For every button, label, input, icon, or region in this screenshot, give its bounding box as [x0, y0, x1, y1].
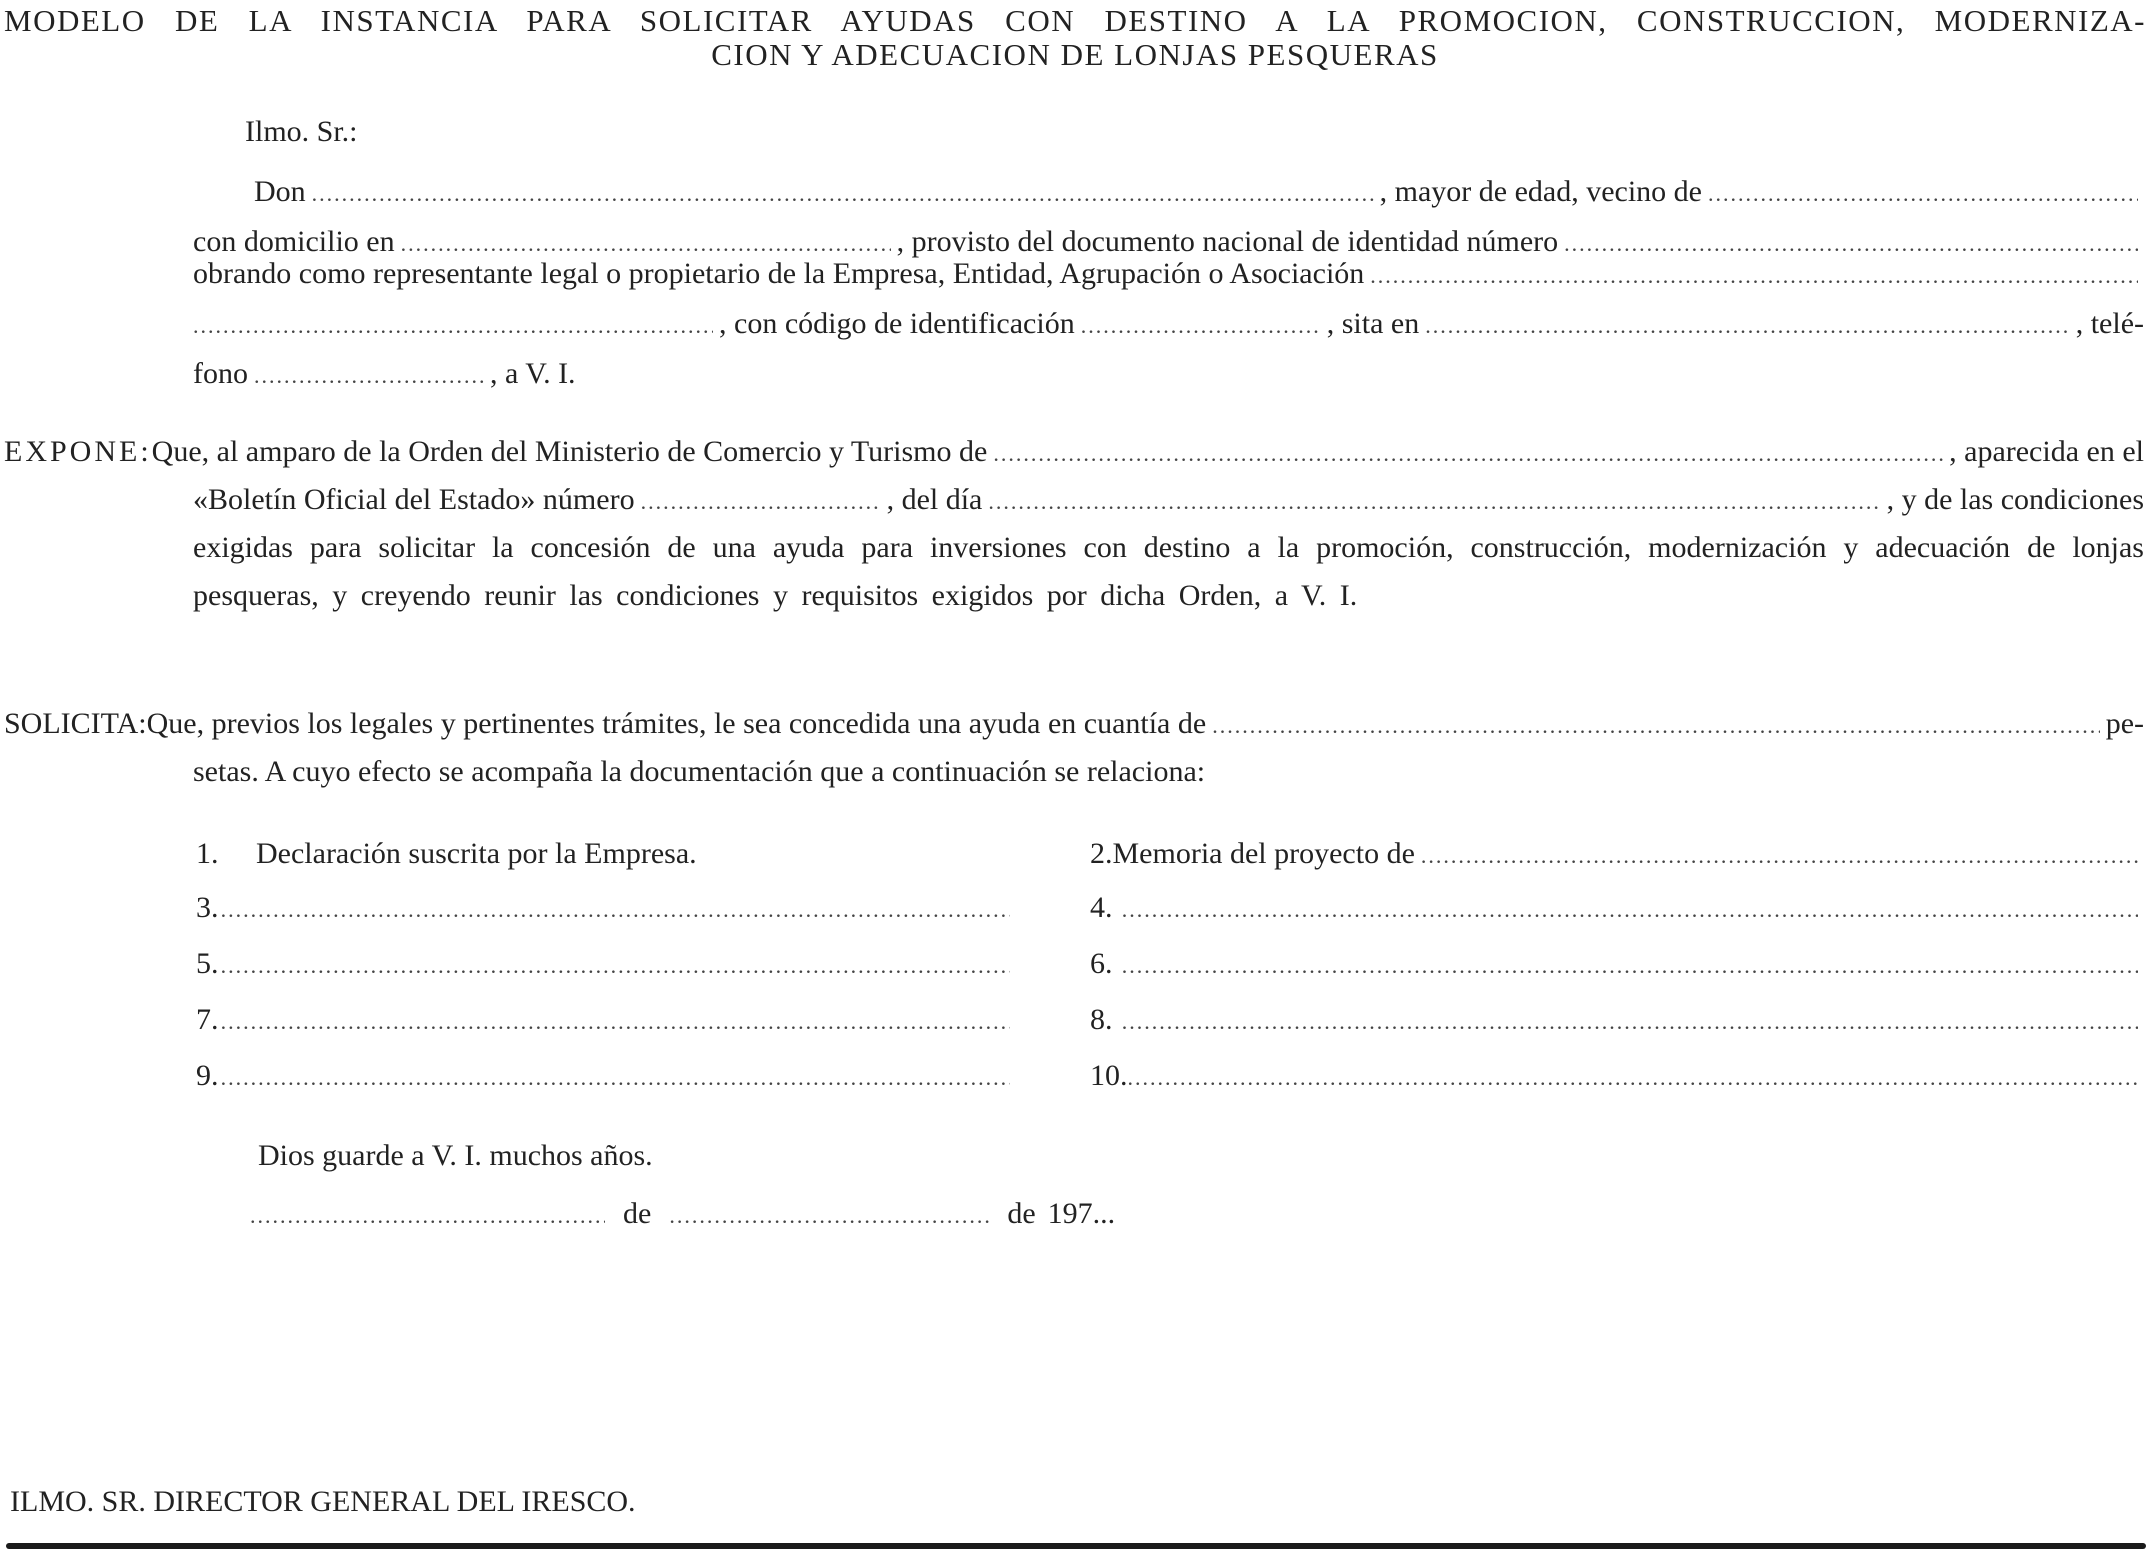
- salutation: Ilmo. Sr.:: [245, 115, 358, 148]
- doc-field[interactable]: [221, 998, 1010, 1046]
- solicita-line-1: [4, 700, 2144, 750]
- de-label-1: de: [623, 1197, 652, 1230]
- tele-label: , telé-: [2075, 307, 2144, 340]
- doc-num: 2.: [1090, 837, 1113, 870]
- boe-numero-field[interactable]: [641, 478, 881, 526]
- doc-num: 7.: [196, 1003, 219, 1036]
- doc-field[interactable]: [1122, 942, 2138, 990]
- mayor-edad-label: , mayor de edad, vecino de: [1379, 175, 1702, 208]
- expone-line-2: [193, 476, 2144, 526]
- name-field[interactable]: [312, 170, 1374, 218]
- doc-item-6: [1090, 940, 2144, 990]
- orden-field[interactable]: [993, 430, 1943, 478]
- doc-field[interactable]: [221, 1054, 1010, 1102]
- doc-item-1: [196, 830, 1016, 878]
- place-field[interactable]: [250, 1192, 605, 1240]
- expone-body: exigidas para solicitar la concesión de una ayuda para inversiones con destino a la promoción, construcción, modernización y adecuación de lonjas pesqueras, y creyendo reunir las condiciones y requisitos exigidos por dicha Orden, a V. I.: [193, 531, 2144, 612]
- solicita-text-3: setas. A cuyo efecto se acompaña la documentación que a continuación se relaciona:: [193, 755, 1206, 788]
- doc-item-2: [1090, 830, 2144, 880]
- sita-field[interactable]: [1425, 302, 2070, 350]
- doc-num: 8.: [1090, 1003, 1113, 1036]
- de-label-2: de: [1007, 1197, 1036, 1230]
- codigo-label: , con código de identificación: [719, 307, 1075, 340]
- doc-num: 5.: [196, 947, 219, 980]
- header-line-obrando: [193, 250, 2144, 300]
- solicita-text-1: Que, previos los legales y pertinentes trámites, le sea concedida una ayuda en cuantía de: [146, 707, 1207, 740]
- empresa-field[interactable]: [1370, 252, 2138, 300]
- provisto-label: , provisto del documento nacional de identidad número: [896, 225, 1559, 258]
- fecha-field[interactable]: [988, 478, 1880, 526]
- doc-num: 6.: [1090, 947, 1113, 980]
- closing-dios: Dios guarde a V. I. muchos años.: [258, 1139, 653, 1172]
- header-line-fono: [193, 350, 793, 400]
- doc-field[interactable]: [221, 886, 1010, 934]
- doc-text: Memoria del proyecto de: [1112, 837, 1415, 870]
- expone-text-2: , aparecida en el: [1949, 435, 2144, 468]
- doc-num: 3.: [196, 891, 219, 924]
- doc-field[interactable]: [1421, 832, 2138, 880]
- doc-item-7: [196, 996, 1016, 1046]
- doc-field[interactable]: [1128, 1054, 2139, 1102]
- doc-item-5: [196, 940, 1016, 990]
- fono-label: fono: [193, 357, 248, 390]
- doc-item-10: [1090, 1052, 2144, 1102]
- solicita-label: SOLICITA:: [4, 707, 147, 740]
- cuantia-field[interactable]: [1212, 702, 2099, 750]
- doc-num: 4.: [1090, 891, 1113, 924]
- vecino-field[interactable]: [1708, 170, 2138, 218]
- doc-item-8: [1090, 996, 2144, 1046]
- solicita-text-2: pe-: [2105, 707, 2144, 740]
- doc-field[interactable]: [1122, 886, 2138, 934]
- doc-text: Declaración suscrita por la Empresa.: [256, 837, 697, 870]
- doc-item-3: [196, 884, 1016, 934]
- expone-text-1: Que, al amparo de la Orden del Ministerio de Comercio y Turismo de: [151, 435, 988, 468]
- sita-label: , sita en: [1326, 307, 1420, 340]
- domicilio-label: con domicilio en: [193, 225, 395, 258]
- header-line-codigo: [193, 300, 2144, 350]
- doc-num: 9.: [196, 1059, 219, 1092]
- year-field[interactable]: 197...: [1047, 1197, 1116, 1230]
- empresa-field-cont[interactable]: [193, 302, 713, 350]
- del-dia-label: , del día: [886, 483, 983, 516]
- solicita-line-2: [193, 748, 1205, 796]
- addressee: ILMO. SR. DIRECTOR GENERAL DEL IRESCO.: [10, 1485, 636, 1518]
- condiciones-label: , y de las condiciones: [1886, 483, 2144, 516]
- doc-field[interactable]: [1122, 998, 2138, 1046]
- expone-line-1: [4, 428, 2144, 478]
- obrando-label: obrando como representante legal o propietario de la Empresa, Entidad, Agrupación o Asociación: [193, 257, 1365, 290]
- title-line-2: CION Y ADECUACION DE LONJAS PESQUERAS: [711, 37, 1439, 72]
- document-title: [0, 4, 2150, 72]
- doc-item-4: [1090, 884, 2144, 934]
- doc-item-9: [196, 1052, 1016, 1102]
- bottom-rule: [6, 1543, 2146, 1549]
- header-line-don: [254, 168, 2144, 218]
- title-line-1: MODELO DE LA INSTANCIA PARA SOLICITAR AYUDAS CON DESTINO A LA PROMOCION, CONSTRUCCION, MODERNIZA-: [4, 3, 2146, 38]
- doc-field[interactable]: [221, 942, 1010, 990]
- doc-num: 10.: [1090, 1059, 1128, 1092]
- codigo-field[interactable]: [1081, 302, 1321, 350]
- closing-date: [250, 1190, 1190, 1240]
- expone-label: EXPONE:: [4, 435, 152, 468]
- month-field[interactable]: [669, 1192, 989, 1240]
- don-label: Don: [254, 175, 306, 208]
- av-label: , a V. I.: [490, 357, 576, 390]
- telefono-field[interactable]: [254, 352, 484, 400]
- boe-label: «Boletín Oficial del Estado» número: [193, 483, 635, 516]
- doc-num: 1.: [196, 837, 219, 870]
